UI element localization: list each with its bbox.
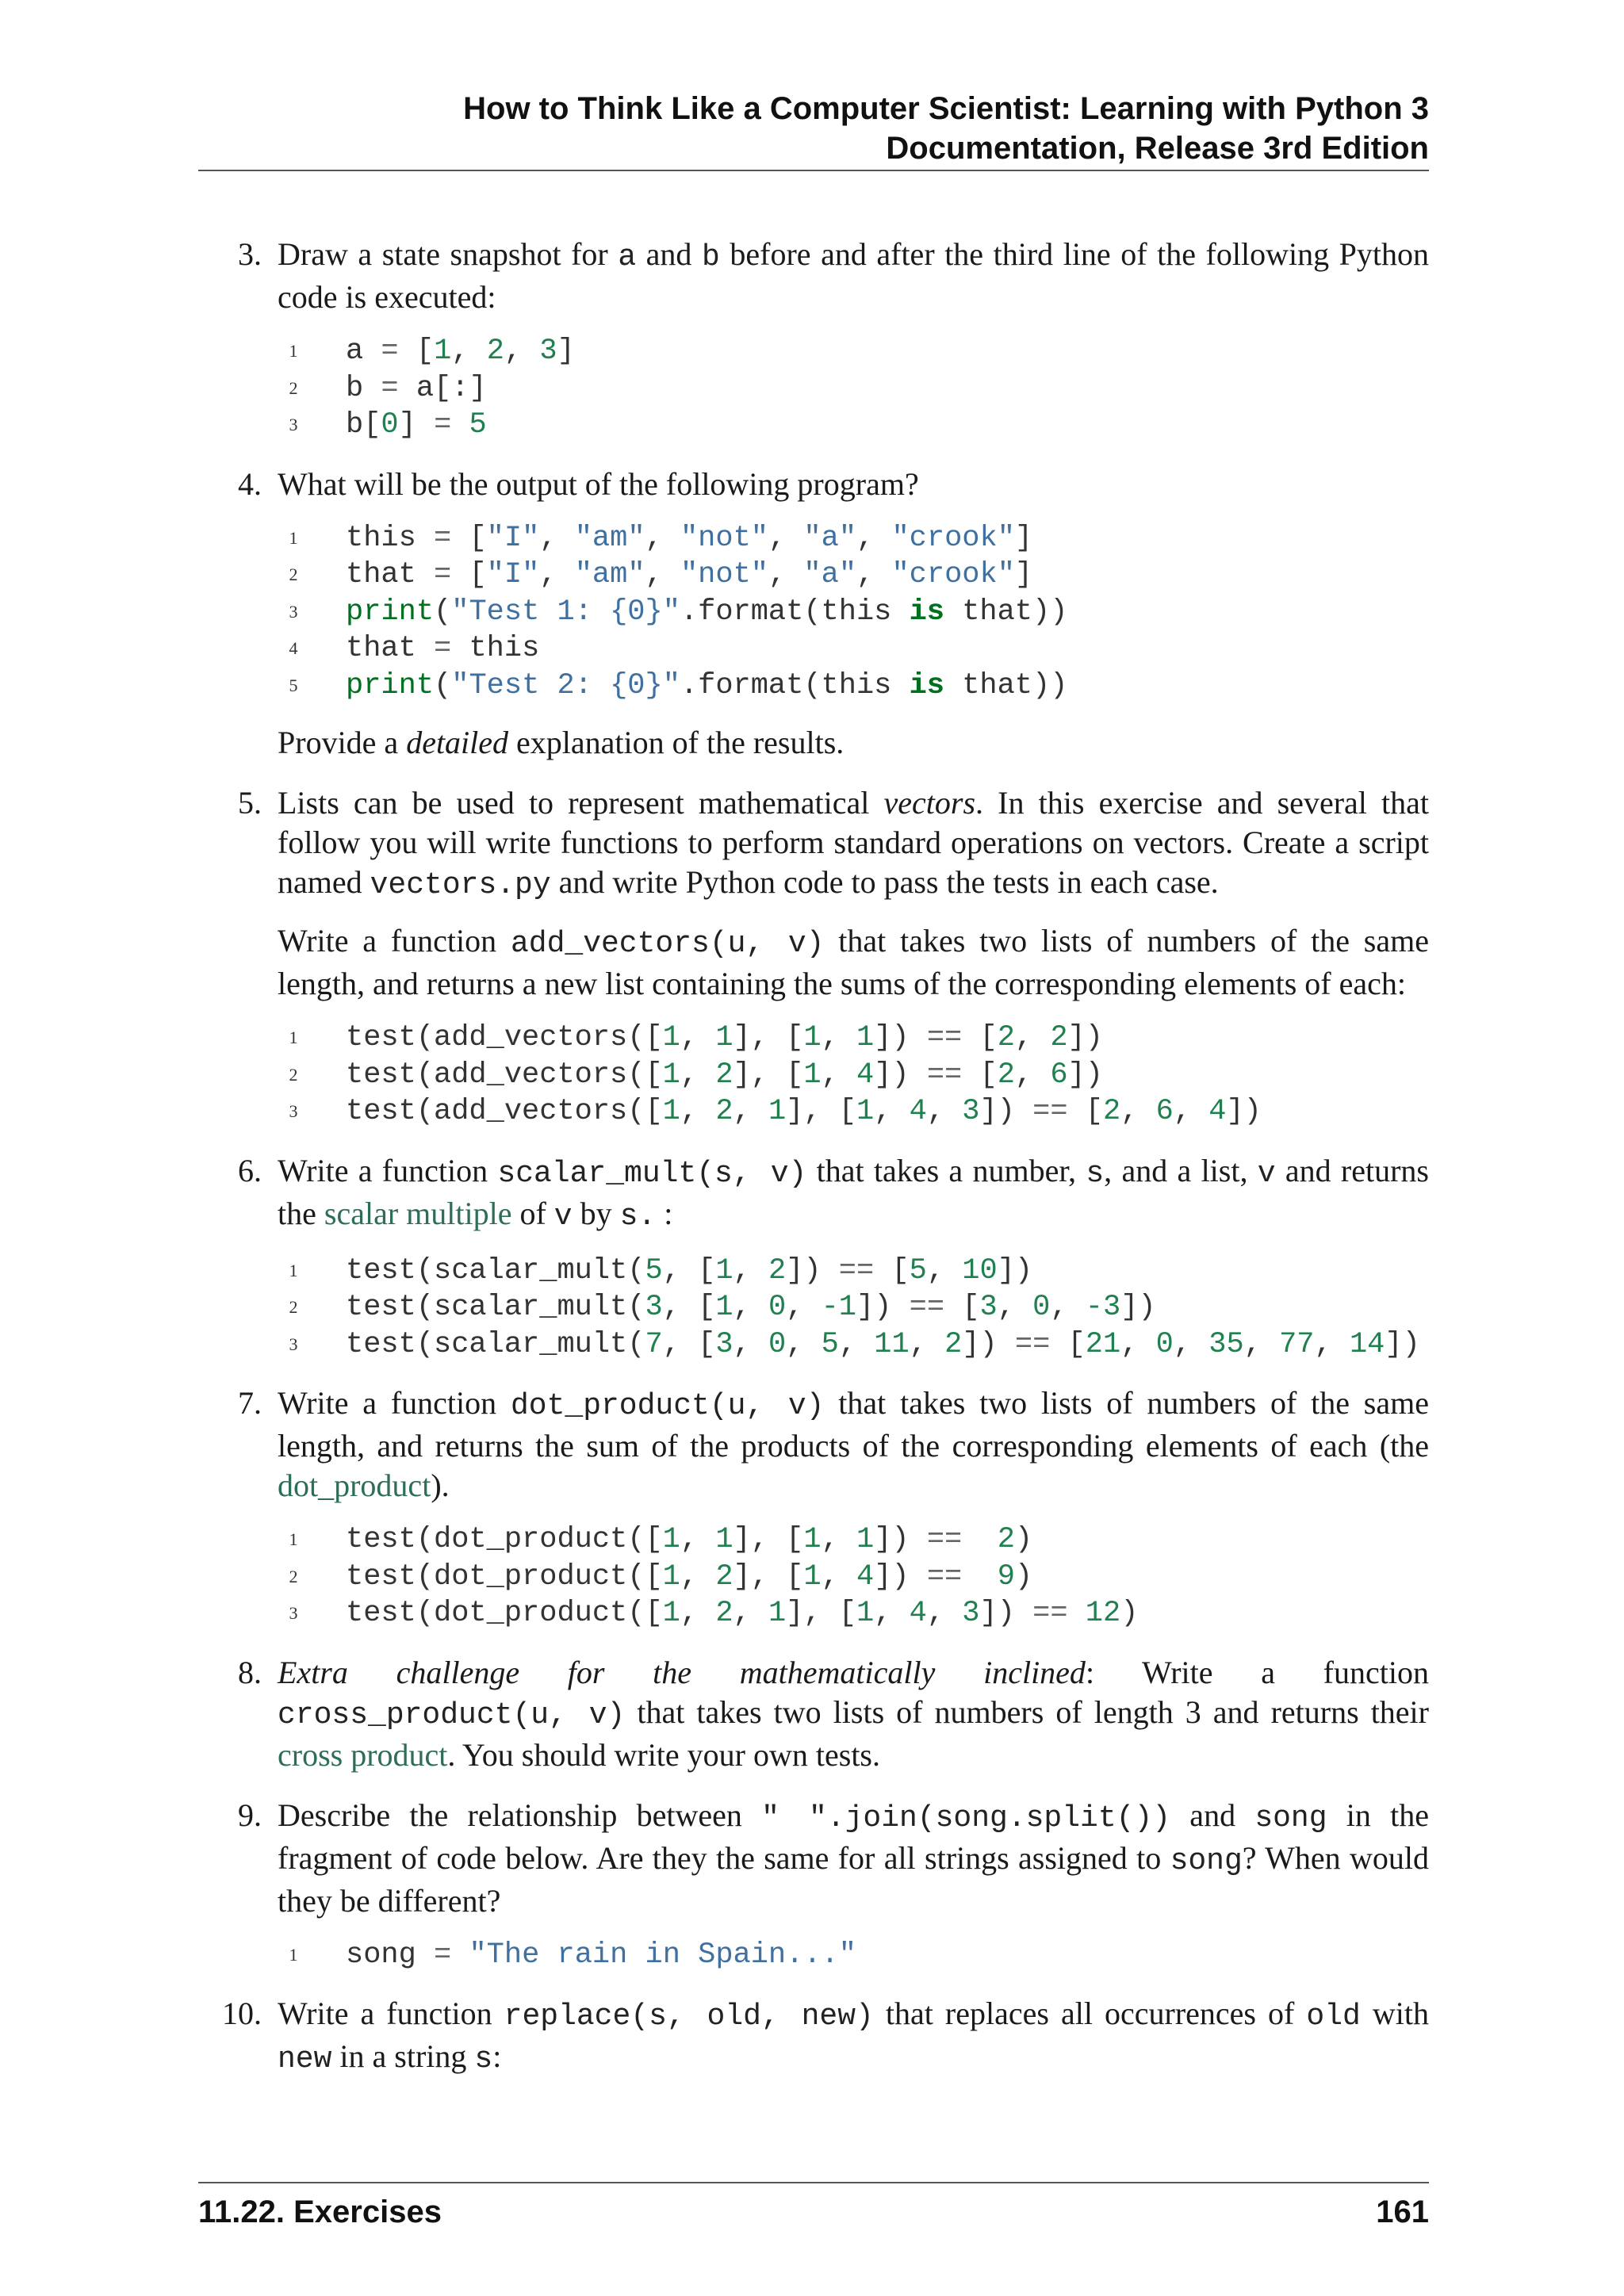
exercise-3 — [198, 235, 1429, 444]
line-number: 3 — [289, 415, 298, 434]
code-line — [278, 557, 1429, 594]
exercise-5 — [198, 783, 1429, 1131]
line-number: 3 — [289, 1334, 298, 1354]
exercise-text-2: Write a function add_vectors(u, v) that takes two lists of numbers of the same length, and returns a new list containing the sums of the corresponding elements of each: — [278, 923, 1429, 1001]
line-number: 1 — [289, 1944, 298, 1965]
exercise-text: Describe the relationship between " ".join(song.split()) and song in the fragment of code below. Are they the same for all strings assigned to song? When would they be different? — [278, 1797, 1430, 1919]
title-line-1: How to Think Like a Computer Scientist: Learning with Python 3 — [463, 91, 1429, 126]
page-footer — [198, 2182, 1429, 2233]
exercise-10 — [198, 1994, 1429, 2080]
line-number: 2 — [289, 564, 298, 584]
code-line — [278, 1289, 1429, 1326]
code-line — [278, 668, 1429, 705]
exercise-list — [198, 235, 1429, 2100]
exercise-number: 7. — [238, 1385, 262, 1421]
exercise-number: 5. — [238, 785, 262, 821]
exercise-9 — [198, 1796, 1429, 1974]
line-number: 2 — [289, 1297, 298, 1317]
code-text: b[0] = 5 — [346, 408, 487, 442]
code-block — [278, 1521, 1429, 1632]
code-text: test(add_vectors([1, 2], [1, 4]) == [2, 6]) — [346, 1058, 1103, 1092]
exercise-4 — [198, 465, 1429, 763]
exercise-number: 10. — [222, 1996, 262, 2031]
code-line — [278, 407, 1429, 444]
code-text: test(add_vectors([1, 1], [1, 1]) == [2, 2]) — [346, 1021, 1103, 1054]
code-text: that = this — [346, 632, 540, 665]
code-block — [278, 520, 1429, 705]
code-line — [278, 1326, 1429, 1364]
code-line — [278, 1093, 1429, 1131]
code-text: test(scalar_mult(3, [1, 0, -1]) == [3, 0, -3]) — [346, 1291, 1156, 1324]
exercise-number: 4. — [238, 465, 262, 502]
code-text: test(scalar_mult(5, [1, 2]) == [5, 10]) — [346, 1253, 1033, 1288]
code-text: song = "The rain in Spain..." — [346, 1938, 856, 1972]
code-line — [278, 1253, 1429, 1290]
code-text: test(scalar_mult(7, [3, 0, 5, 11, 2]) == [21, 0, 35, 77, 14]) — [346, 1327, 1420, 1361]
code-line — [278, 1521, 1429, 1559]
exercise-number: 8. — [238, 1654, 262, 1690]
code-line — [278, 520, 1429, 557]
code-line — [278, 1559, 1429, 1596]
title-line-2: Documentation, Release 3rd Edition — [886, 131, 1429, 166]
code-text: print("Test 1: {0}".format(this is that)) — [346, 595, 1068, 629]
exercise-number: 9. — [238, 1797, 262, 1833]
line-number: 2 — [289, 1566, 298, 1586]
line-number: 3 — [289, 1101, 298, 1121]
code-line — [278, 1020, 1429, 1057]
line-number: 5 — [289, 675, 298, 695]
document-title — [463, 89, 1429, 168]
page-header — [198, 89, 1429, 171]
line-number: 4 — [289, 638, 298, 658]
exercise-6 — [198, 1151, 1429, 1364]
code-line — [278, 630, 1429, 668]
exercise-text: What will be the output of the following program? — [278, 465, 919, 502]
line-number: 3 — [289, 1603, 298, 1623]
exercise-number: 3. — [238, 236, 262, 272]
exercise-text: Draw a state snapshot for a and b before and after the third line of the following Python code is executed: — [278, 236, 1429, 315]
code-line — [278, 594, 1429, 631]
code-text: that = ["I", "am", "not", "a", "crook"] — [346, 558, 1033, 591]
code-block — [278, 1020, 1429, 1131]
code-line — [278, 333, 1429, 370]
code-block — [278, 1937, 1429, 1974]
line-number: 1 — [289, 1027, 298, 1047]
code-text: b = a[:] — [346, 371, 487, 405]
dot-product-link[interactable]: dot_product — [278, 1468, 431, 1503]
line-number: 3 — [289, 601, 298, 622]
code-line — [278, 370, 1429, 408]
section-label: 11.22. Exercises — [198, 2195, 442, 2229]
line-number: 1 — [289, 341, 298, 361]
line-number: 1 — [289, 527, 298, 548]
exercise-text-line-1: Extra challenge for the mathematically inclined: Write a function — [278, 1654, 1429, 1690]
code-text: test(dot_product([1, 1], [1, 1]) == 2) — [346, 1523, 1033, 1556]
exercise-text: cross_product(u, v) that takes two lists of numbers of length 3 and returns their cross product. You should write your own tests. — [278, 1693, 1429, 1773]
exercise-text: Write a function dot_product(u, v) that takes two lists of numbers of the same length, and returns the sum of the products of the corresponding elements of each (the dot_product). — [278, 1385, 1429, 1503]
line-number: 1 — [289, 1260, 298, 1280]
exercise-number: 6. — [238, 1152, 262, 1188]
code-text: test(add_vectors([1, 2, 1], [1, 4, 3]) == [2, 6, 4]) — [346, 1095, 1262, 1128]
exercise-8 — [198, 1653, 1429, 1775]
line-number: 2 — [289, 1064, 298, 1085]
scalar-multiple-link[interactable]: scalar multiple — [324, 1195, 512, 1231]
exercise-text: Lists can be used to represent mathematical vectors. In this exercise and several that follow you will write functions to perform standard operations on vectors. Create a script named vectors.py and write Python code to pass the tests in each case. — [278, 785, 1429, 902]
code-text: this = ["I", "am", "not", "a", "crook"] — [346, 521, 1033, 555]
code-block — [278, 1253, 1429, 1364]
code-block — [278, 333, 1429, 444]
exercise-7 — [198, 1383, 1429, 1632]
code-text: print("Test 2: {0}".format(this is that)) — [346, 668, 1068, 702]
code-text: a = [1, 2, 3] — [346, 335, 575, 368]
line-number: 2 — [289, 377, 298, 398]
page-number: 161 — [1376, 2195, 1429, 2229]
exercise-text: Write a function replace(s, old, new) that replaces all occurrences of old with new in a string s: — [278, 1996, 1429, 2076]
code-line — [278, 1057, 1429, 1094]
code-line — [278, 1595, 1429, 1632]
exercise-text: Write a function scalar_mult(s, v) that takes a number, s, and a list, v and returns the scalar multiple of v by s. : — [278, 1152, 1429, 1234]
cross-product-link[interactable]: cross product — [278, 1736, 448, 1773]
line-number: 1 — [289, 1529, 298, 1549]
code-text: test(dot_product([1, 2, 1], [1, 4, 3]) == 12) — [346, 1597, 1139, 1630]
exercise-followup: Provide a detailed explanation of the results. — [278, 725, 845, 760]
code-line — [278, 1937, 1429, 1974]
code-text: test(dot_product([1, 2], [1, 4]) == 9) — [346, 1559, 1033, 1594]
